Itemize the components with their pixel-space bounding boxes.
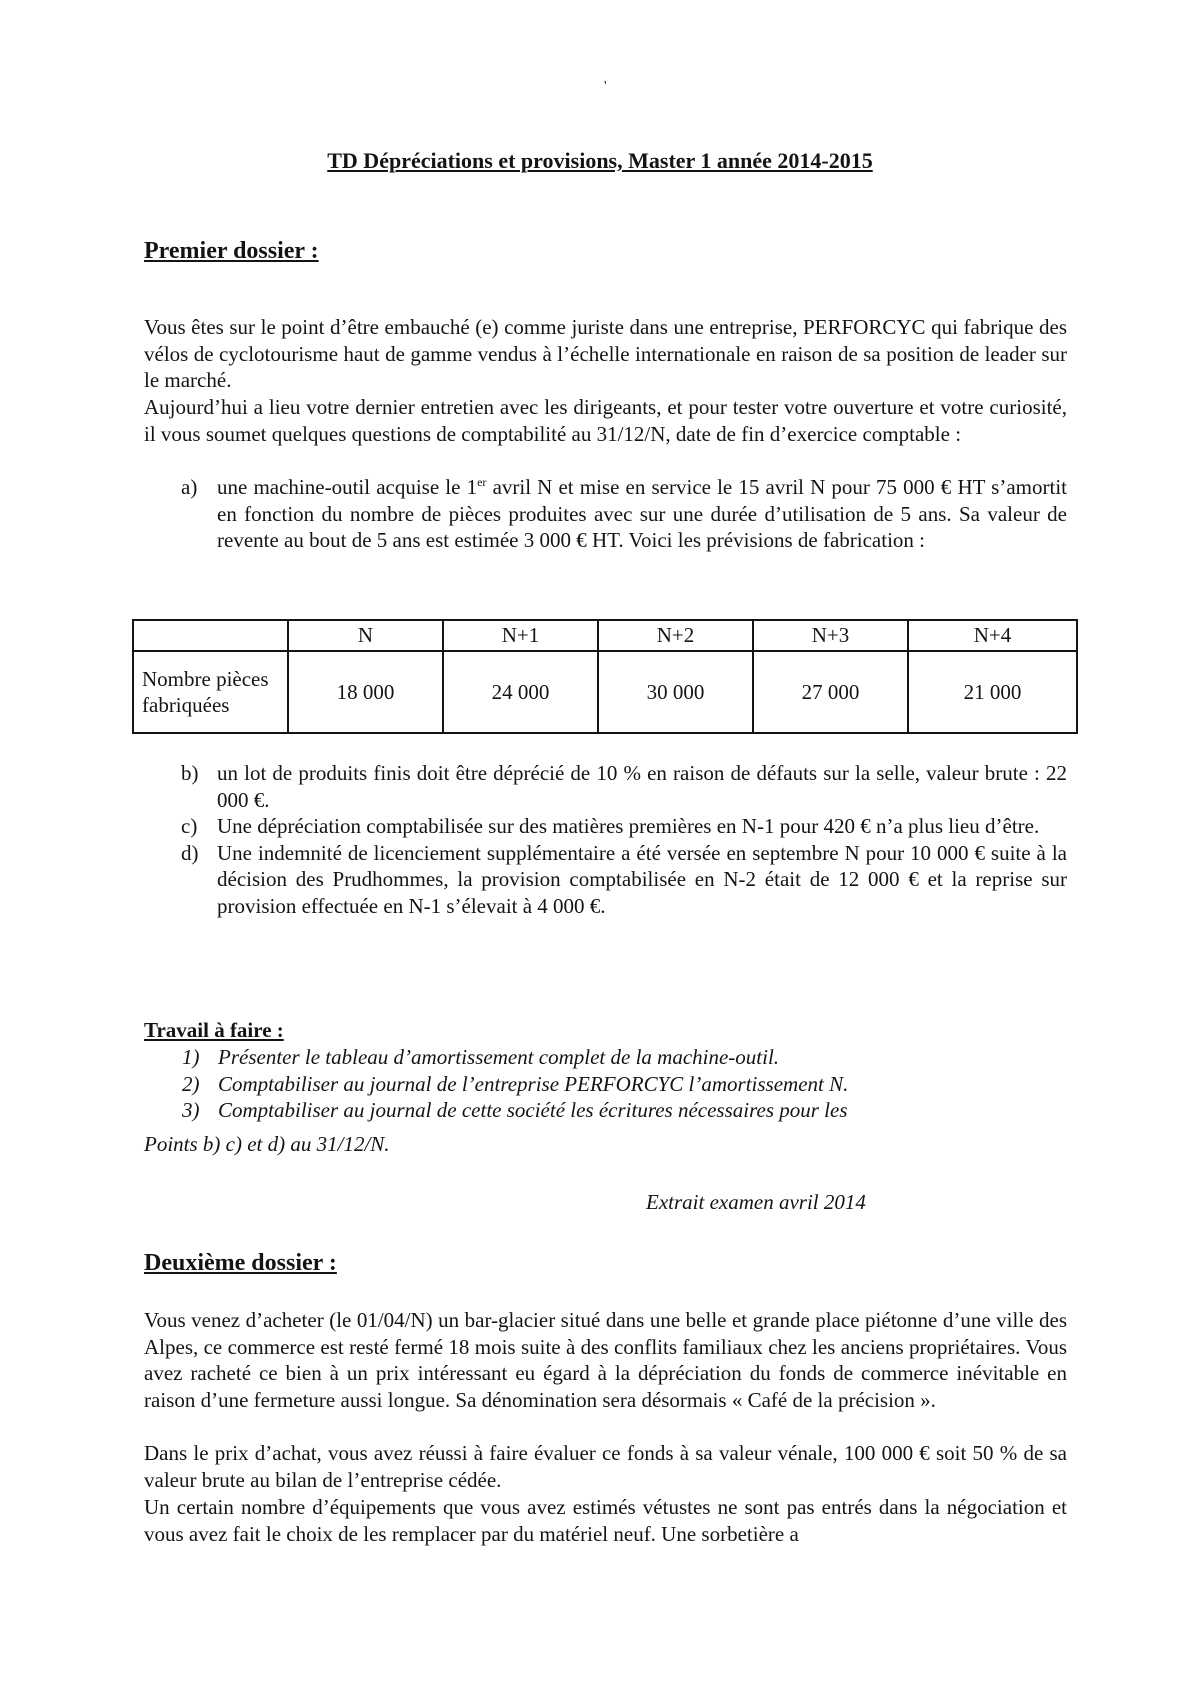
table-cell: 27 000 xyxy=(753,651,908,733)
section-heading-deuxieme-dossier: Deuxième dossier : xyxy=(144,1250,337,1276)
list-marker: b) xyxy=(181,761,199,785)
table-header-cell: N+2 xyxy=(598,620,753,651)
table-row xyxy=(133,651,1077,733)
dossier2-paragraph-1: Vous venez d’acheter (le 01/04/N) un bar-glacier situé dans une belle et grande place piétonne d’une ville des Alpes, ce commerce est resté fermé 18 mois suite à des conflits familiaux chez les anciens propriétaires. Vous avez racheté ce bien à un prix intéressant eu égard à la dépréciation du fonds de commerce inévitable en raison d’une fermeture aussi longue. Sa dénomination sera désormais « Café de la précision ». xyxy=(144,1308,1067,1412)
table-header-cell: N+1 xyxy=(443,620,598,651)
dossier2-paragraph-3: Un certain nombre d’équipements que vous avez estimés vétustes ne sont pas entrés dans la négociation et vous avez fait le choix de les remplacer par du matériel neuf. Une sorbetière a xyxy=(144,1495,1067,1546)
list-marker: a) xyxy=(181,475,198,499)
list-marker: 2) xyxy=(182,1071,200,1096)
source-note: Extrait examen avril 2014 xyxy=(646,1190,866,1214)
table-header-cell: N xyxy=(288,620,443,651)
list-marker: c) xyxy=(181,814,198,838)
question-list-a xyxy=(144,474,1067,554)
task-continuation: Points b) c) et d) au 31/12/N. xyxy=(144,1132,390,1156)
production-forecast-table xyxy=(132,619,1078,734)
table-cell: 24 000 xyxy=(443,651,598,733)
list-item xyxy=(144,1044,1067,1071)
table-cell: 30 000 xyxy=(598,651,753,733)
list-item xyxy=(144,474,1067,554)
task-text: Présenter le tableau d’amortissement complet de la machine-outil. xyxy=(218,1045,780,1069)
page-mark: ' xyxy=(604,79,607,94)
task-text: Comptabiliser au journal de cette société les écritures nécessaires pour les xyxy=(218,1098,848,1122)
task-list xyxy=(144,1044,1067,1124)
table-header-row xyxy=(133,620,1077,651)
list-item-text: Une dépréciation comptabilisée sur des matières premières en N-1 pour 420 € n’a plus lieu d’être. xyxy=(217,814,1040,838)
table-header-cell xyxy=(133,620,288,651)
list-item xyxy=(144,1071,1067,1098)
list-item-text: un lot de produits finis doit être déprécié de 10 % en raison de défauts sur la selle, valeur brute : 22 000 €. xyxy=(217,761,1067,812)
list-marker: d) xyxy=(181,840,199,865)
question-list-bcd xyxy=(144,760,1067,919)
table-row-label: Nombre pièces fabriquées xyxy=(133,651,288,733)
intro-paragraph: Vous êtes sur le point d’être embauché (e) comme juriste dans une entreprise, PERFORCYC qui fabrique des vélos de cyclotourisme haut de gamme vendus à l’échelle internationale en raison de sa position de leader sur le marché. xyxy=(144,315,1067,392)
table-header-cell: N+4 xyxy=(908,620,1077,651)
item-a-text-start: une machine-outil acquise le 1 xyxy=(217,475,478,499)
document-title: TD Dépréciations et provisions, Master 1 année 2014-2015 xyxy=(327,148,873,173)
list-item xyxy=(144,760,1067,813)
table-cell: 21 000 xyxy=(908,651,1077,733)
section-heading-premier-dossier: Premier dossier : xyxy=(144,238,319,264)
table-header-cell: N+3 xyxy=(753,620,908,651)
list-item xyxy=(144,840,1067,920)
list-item xyxy=(144,1097,1067,1124)
dossier2-paragraph-2: Dans le prix d’achat, vous avez réussi à faire évaluer ce fonds à sa valeur vénale, 100 000 € soit 50 % de sa valeur brute au bilan de l’entreprise cédée. xyxy=(144,1441,1067,1492)
table-cell: 18 000 xyxy=(288,651,443,733)
task-text: Comptabiliser au journal de l’entreprise PERFORCYC l’amortissement N. xyxy=(218,1071,849,1096)
intro-paragraph-2: Aujourd’hui a lieu votre dernier entretien avec les dirigeants, et pour tester votre ouverture et votre curiosité, il vous soumet quelques questions de comptabilité au 31/12/N, date de fin d’exercice comptable : xyxy=(144,395,1067,446)
list-item-text: Une indemnité de licenciement supplémentaire a été versée en septembre N pour 10 000 € suite à la décision des Prudhommes, la provision comptabilisée en N-2 était de 12 000 € et la reprise sur provision effectuée en N-1 s’élevait à 4 000 €. xyxy=(217,840,1067,918)
ordinal-superscript: er xyxy=(477,475,487,489)
item-a-text-end: avril N et mise en service le 15 avril N pour 75 000 € HT s’amortit en fonction du nombre de pièces produites avec sur une durée d’utilisation de 5 ans. Sa valeur de revente au bout de 5 ans est estimée 3 000 € HT. Voici les prévisions de fabrication : xyxy=(217,475,1068,552)
work-heading: Travail à faire : xyxy=(144,1018,284,1042)
list-item xyxy=(144,813,1067,840)
list-marker: 3) xyxy=(182,1098,200,1122)
list-marker: 1) xyxy=(182,1045,200,1069)
